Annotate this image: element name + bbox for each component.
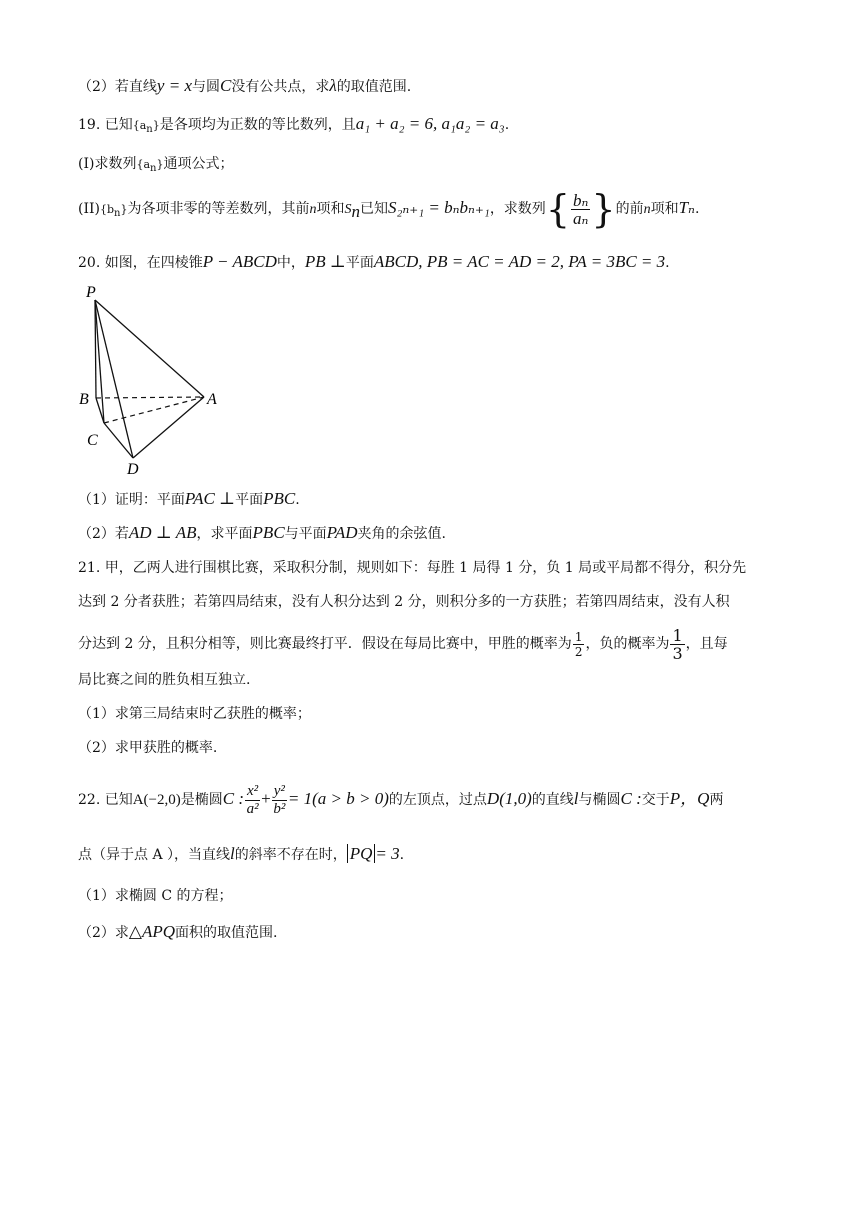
- label-D: D: [127, 461, 139, 478]
- seq-a: $\{a_n\}$: [132, 119, 160, 136]
- seq-a-ref: $\{a_n\}$: [136, 158, 164, 175]
- edge-PA: [95, 300, 204, 397]
- label-P: P: [86, 284, 96, 301]
- q21-part2: （2）求甲获胜的概率.: [78, 740, 218, 756]
- q19-part1: (Ⅰ)求数列$\{a_n\}$通项公式；: [78, 156, 234, 175]
- label-C: C: [87, 432, 98, 449]
- q21-part1: （1）求第三局结束时乙获胜的概率；: [78, 706, 311, 722]
- label-A: A: [207, 391, 217, 408]
- q22-line2: 点（异于点 A ），当直线l的斜率不存在时， PQ = 3.: [78, 844, 405, 863]
- q20-part2: （2）若AD ⊥ AB，求平面PBC与平面PAD夹角的余弦值.: [78, 523, 446, 542]
- q19-stem: 19. 已知$\{a_n\}$是各项均为正数的等比数列，且a₁ + a₂ = 6, a₁a₂ = a₃.: [78, 114, 510, 136]
- edge-BA-dashed: [96, 397, 204, 398]
- q21-line3: 分达到 2 分，且积分相等，则比赛最终打平．假设在每局比赛中，甲胜的概率为 $\frac{1}{2}$ ，负的概率为 $\frac{1}{3}$ ，且每: [78, 625, 728, 663]
- fraction-one-half: $\frac{1}{2}$: [574, 629, 583, 659]
- fraction-bn-an: $\frac{\text{bₙ}}{\text{aₙ}}$: [573, 190, 589, 228]
- q22-line1: 22. 已知A(−2,0)是椭圆C : $\frac{\text{x²}}{\text{a²}}$ + $\frac{\text{y²}}{\text{b²}}$ = 1(a > b > 0)的左顶点，过点D(1,0)的直线l与椭圆C :交于P，Q两: [78, 782, 724, 817]
- label-B: B: [79, 391, 89, 408]
- seq-b: $\{b_n\}$: [99, 203, 128, 220]
- q21-line1: 21. 甲，乙两人进行围棋比赛，采取积分制，规则如下：每胜 1 局得 1 分，负 1 局或平局都不得分，积分先: [78, 560, 747, 576]
- pyramid-figure: [76, 280, 236, 480]
- abs-PQ: PQ: [347, 844, 376, 863]
- fraction-y2-b2: $\frac{\text{y²}}{\text{b²}}$: [273, 782, 286, 817]
- q20-stem: 20. 如图，在四棱锥P − ABCD中，PB ⊥平面ABCD, PB = AC = AD = 2, PA = 3BC = 3.: [78, 252, 670, 271]
- left-brace: {: [545, 187, 570, 231]
- q18-part2: （2）若直线y = x与圆C没有公共点，求λ的取值范围.: [78, 76, 412, 95]
- fraction-x2-a2: $\frac{\text{x²}}{\text{a²}}$: [246, 782, 259, 817]
- q21-line4: 局比赛之间的胜负相互独立.: [78, 672, 251, 688]
- q20-part1: （1）证明：平面PAC ⊥平面PBC.: [78, 489, 300, 508]
- q21-line2: 达到 2 分者获胜；若第四局结束，没有人积分达到 2 分，则积分多的一方获胜；若第四周结束，没有人积: [78, 594, 730, 610]
- q22-part1: （1）求椭圆 C 的方程；: [78, 888, 233, 904]
- right-brace: }: [591, 187, 616, 231]
- fraction-one-third: $\frac{1}{3}$: [672, 625, 683, 663]
- q19-part2: $(ⅠⅠ)\{b_n\}$为各项非零的等差数列，其前n项和$S_n$已知S₂ₙ₊₁ = bₙbₙ₊₁，求数列{ $\frac{\text{bₙ}}{\text{aₙ}}$ }的前n项和Tₙ.: [78, 187, 700, 231]
- q22-part2: （2）求△APQ面积的取值范围.: [78, 922, 278, 941]
